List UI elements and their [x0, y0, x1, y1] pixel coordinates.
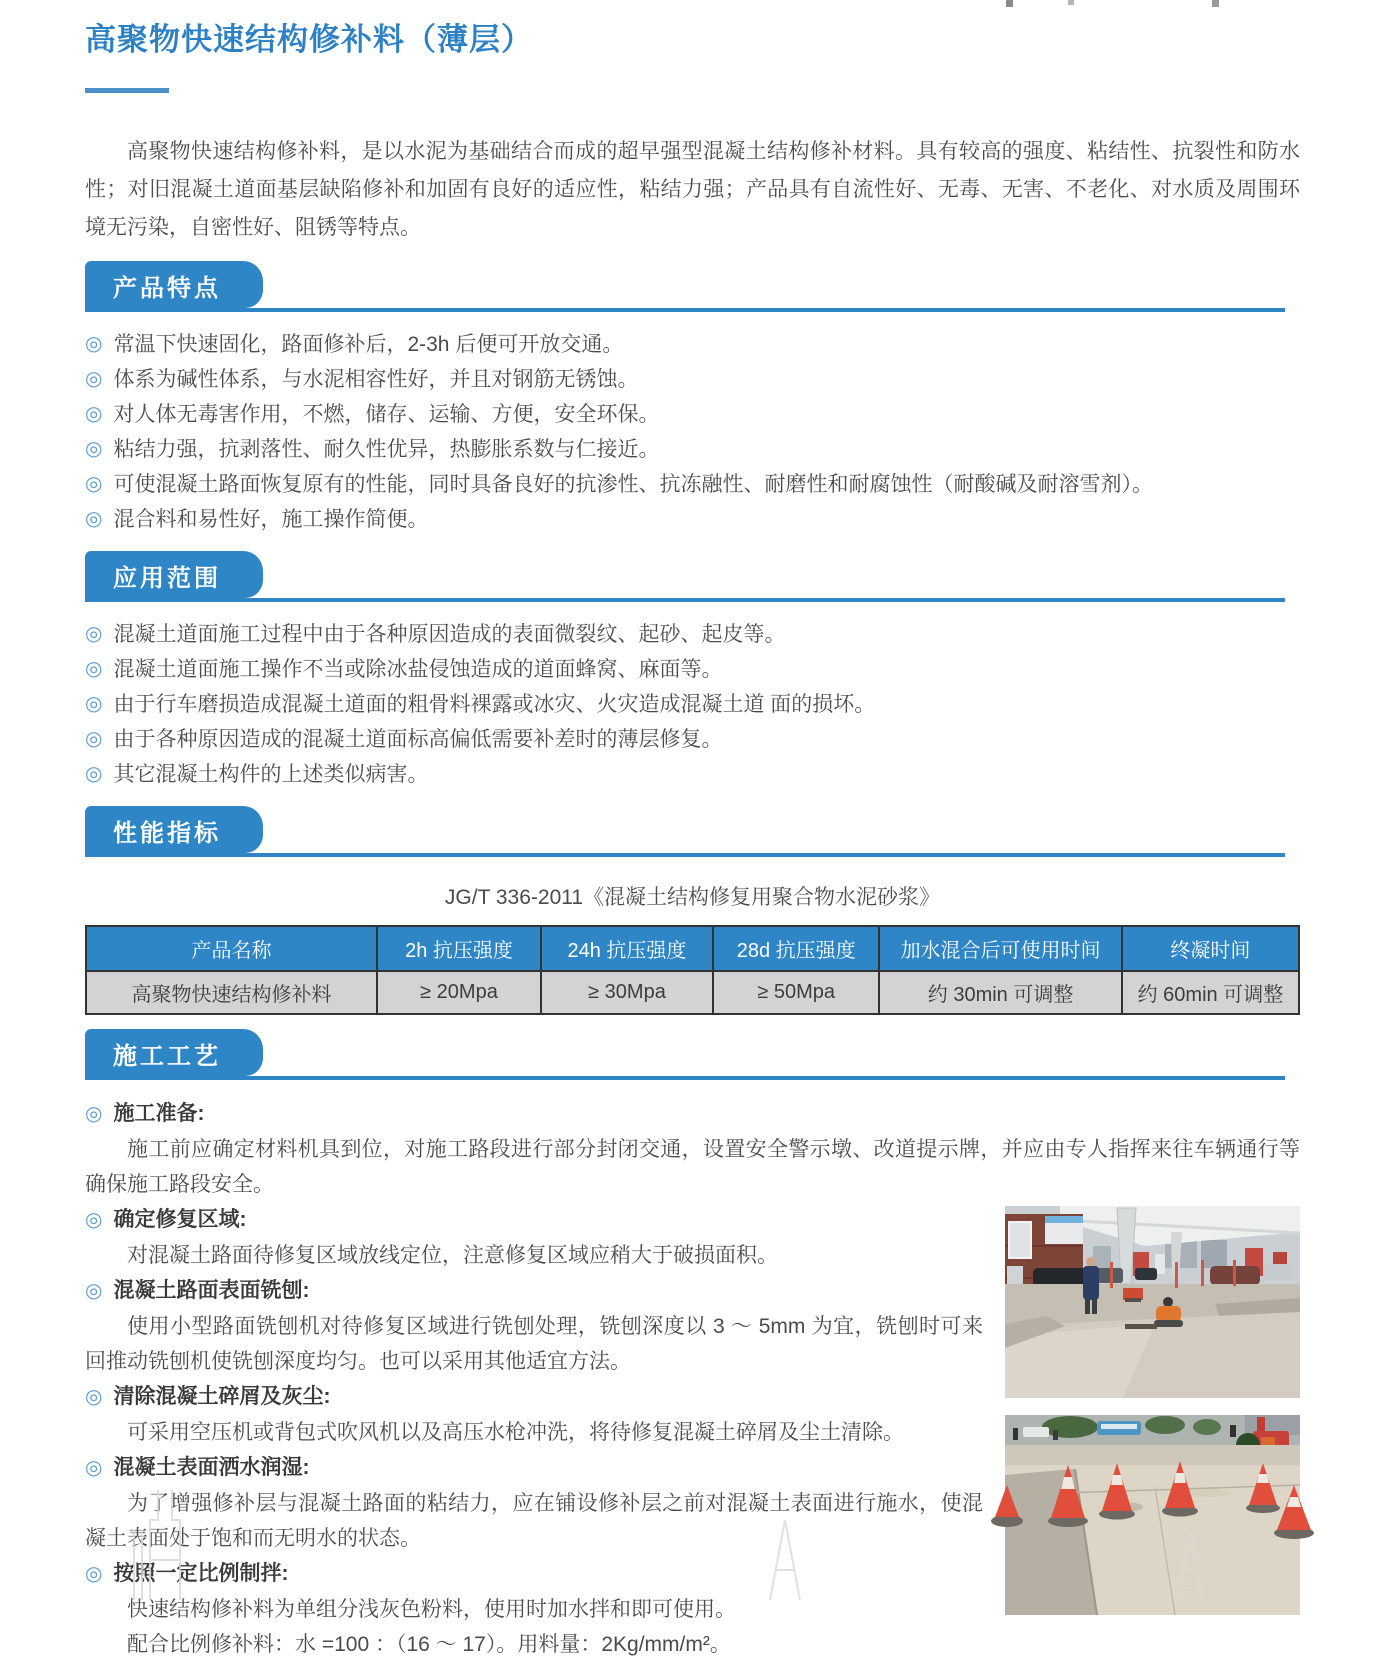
- process-content: [85, 1096, 1300, 1662]
- photo-repair-worksite: [1005, 1206, 1300, 1398]
- bullet-icon: ◎: [85, 658, 103, 680]
- list-item: [85, 617, 1300, 652]
- section-tab-features: 产品特点: [85, 261, 263, 308]
- list-item-text: 由于各种原因造成的混凝土道面标高偏低需要补差时的薄层修复。: [113, 728, 723, 751]
- table-header-cell: 产品名称: [86, 926, 377, 971]
- table-header-row: [86, 926, 1299, 971]
- performance-table: [85, 925, 1300, 1015]
- list-item-text: 由于行车磨损造成混凝土道面的粗骨料裸露或冰灾、火灾造成混凝土道 面的损坏。: [113, 693, 876, 716]
- list-item-text: 可使混凝土路面恢复原有的性能，同时具备良好的抗渗性、抗冻融性、耐磨性和耐腐蚀性（耐酸碱及耐溶雪剂）。: [113, 473, 1153, 496]
- table-row: [86, 971, 1299, 1014]
- bullet-icon: ◎: [85, 1457, 103, 1479]
- page-title: 高聚物快速结构修补料（薄层）: [85, 22, 533, 57]
- step-label-text: 按照一定比例制拌:: [113, 1562, 289, 1585]
- list-item-text: 对人体无毒害作用，不燃，储存、运输、方便，安全环保。: [113, 403, 660, 426]
- section-header-rule: [85, 806, 1285, 857]
- table-cell: ≥ 50Mpa: [713, 971, 879, 1014]
- section-header-rule: [85, 261, 1285, 312]
- list-item-text: 体系为碱性体系，与水泥相容性好，并且对钢筋无锈蚀。: [113, 368, 639, 391]
- table-header-cell: 2h 抗压强度: [377, 926, 541, 971]
- bullet-icon: ◎: [85, 623, 103, 645]
- process-photos: [1005, 1206, 1300, 1632]
- section-tab-process: 施工工艺: [85, 1029, 263, 1076]
- process-step: [85, 1096, 1300, 1202]
- table-cell: ≥ 20Mpa: [377, 971, 541, 1014]
- section-tab-applications: 应用范围: [85, 551, 263, 598]
- bullet-icon: ◎: [85, 403, 103, 425]
- table-header-cell: 28d 抗压强度: [713, 926, 879, 971]
- table-header-cell: 终凝时间: [1122, 926, 1299, 971]
- list-item: [85, 652, 1300, 687]
- bullet-icon: ◎: [85, 693, 103, 715]
- list-item: [85, 467, 1300, 502]
- step-body-text: 可采用空压机或背包式吹风机以及高压水枪冲洗，将待修复混凝土碎屑及尘土清除。: [127, 1421, 904, 1444]
- bullet-icon: ◎: [85, 508, 103, 530]
- photo-repair-worksite-graphic: [1005, 1206, 1300, 1398]
- section-applications: [85, 551, 1300, 792]
- photo-finished-surface-cones: [1005, 1415, 1300, 1615]
- list-item: [85, 432, 1300, 467]
- step-body-text: 使用小型路面铣刨机对待修复区域进行铣刨处理，铣刨深度以 3 ～ 5mm 为宜，铣刨时可来回推动铣刨机使铣刨深度均匀。也可以采用其他适宜方法。: [85, 1315, 983, 1373]
- list-item: [85, 327, 1300, 362]
- list-item-text: 混合料和易性好，施工操作简便。: [113, 508, 429, 531]
- applications-list: [85, 617, 1300, 792]
- list-item: [85, 362, 1300, 397]
- bullet-icon: ◎: [85, 1209, 103, 1231]
- list-item-text: 粘结力强，抗剥落性、耐久性优异，热膨胀系数与仁接近。: [113, 438, 660, 461]
- bullet-icon: ◎: [85, 333, 103, 355]
- bullet-icon: ◎: [85, 438, 103, 460]
- section-features: [85, 261, 1300, 537]
- bullet-icon: ◎: [85, 368, 103, 390]
- list-item: [85, 502, 1300, 537]
- photo-finished-surface-graphic: [1005, 1415, 1300, 1615]
- list-item: [85, 687, 1300, 722]
- table-cell: 约 60min 可调整: [1122, 971, 1299, 1014]
- step-body-text: 施工前应确定材料机具到位，对施工路段进行部分封闭交通，设置安全警示墩、改道提示牌，并应由专人指挥来往车辆通行等确保施工路段安全。: [85, 1138, 1300, 1196]
- step-label-text: 混凝土路面表面铣刨:: [113, 1279, 310, 1302]
- list-item-text: 常温下快速固化，路面修补后，2-3h 后便可开放交通。: [113, 333, 624, 356]
- bullet-icon: ◎: [85, 728, 103, 750]
- table-cell: 约 30min 可调整: [879, 971, 1122, 1014]
- step-body-text: 对混凝土路面待修复区域放线定位，注意修复区域应稍大于破损面积。: [127, 1244, 778, 1267]
- section-process: [85, 1029, 1300, 1662]
- list-item: [85, 397, 1300, 432]
- bullet-icon: ◎: [85, 473, 103, 495]
- bullet-icon: ◎: [85, 1386, 103, 1408]
- intro-paragraph: 高聚物快速结构修补料，是以水泥为基础结合而成的超早强型混凝土结构修补材料。具有较高的强度、粘结性、抗裂性和防水性；对旧混凝土道面基层缺陷修补和加固有良好的适应性，粘结力强；产品具有自流性好、无毒、无害、不老化、对水质及周围环境无污染，自密性好、阻锈等特点。: [85, 140, 1300, 239]
- list-item-text: 其它混凝土构件的上述类似病害。: [113, 763, 429, 786]
- table-header-cell: 24h 抗压强度: [541, 926, 713, 971]
- section-tab-performance: 性能指标: [85, 806, 263, 853]
- features-list: [85, 327, 1300, 537]
- standard-caption: JG/T 336-2011《混凝土结构修复用聚合物水泥砂浆》: [444, 886, 941, 909]
- table-header-cell: 加水混合后可使用时间: [879, 926, 1122, 971]
- page-top-cropped-text: [1006, 0, 1226, 8]
- step-body-text: 配合比例修补料：水 =100 ：（16 ～ 17）。用料量：2Kg/mm/m²。: [127, 1633, 731, 1656]
- list-item-text: 混凝土道面施工过程中由于各种原因造成的表面微裂纹、起砂、起皮等。: [113, 623, 786, 646]
- bullet-icon: ◎: [85, 1103, 103, 1125]
- step-body-text: 为了增强修补层与混凝土路面的粘结力，应在铺设修补层之前对混凝土表面进行施水，使混凝土表面处于饱和而无明水的状态。: [85, 1492, 983, 1550]
- title-underline: [85, 88, 169, 93]
- list-item: [85, 757, 1300, 792]
- section-header-rule: [85, 551, 1285, 602]
- step-label-text: 混凝土表面洒水润湿:: [113, 1456, 310, 1479]
- table-cell: 高聚物快速结构修补料: [86, 971, 377, 1014]
- page-header: [85, 20, 1300, 93]
- section-header-rule: [85, 1029, 1285, 1080]
- section-performance: [85, 806, 1300, 1015]
- step-label-text: 施工准备:: [113, 1102, 205, 1125]
- step-label-text: 确定修复区域:: [113, 1208, 247, 1231]
- list-item: [85, 722, 1300, 757]
- step-label-text: 清除混凝土碎屑及灰尘:: [113, 1385, 331, 1408]
- bullet-icon: ◎: [85, 1280, 103, 1302]
- bullet-icon: ◎: [85, 763, 103, 785]
- bullet-icon: ◎: [85, 1563, 103, 1585]
- step-body-text: 快速结构修补料为单组分浅灰色粉料，使用时加水拌和即可使用。: [127, 1598, 736, 1621]
- list-item-text: 混凝土道面施工操作不当或除冰盐侵蚀造成的道面蜂窝、麻面等。: [113, 658, 723, 681]
- table-cell: ≥ 30Mpa: [541, 971, 713, 1014]
